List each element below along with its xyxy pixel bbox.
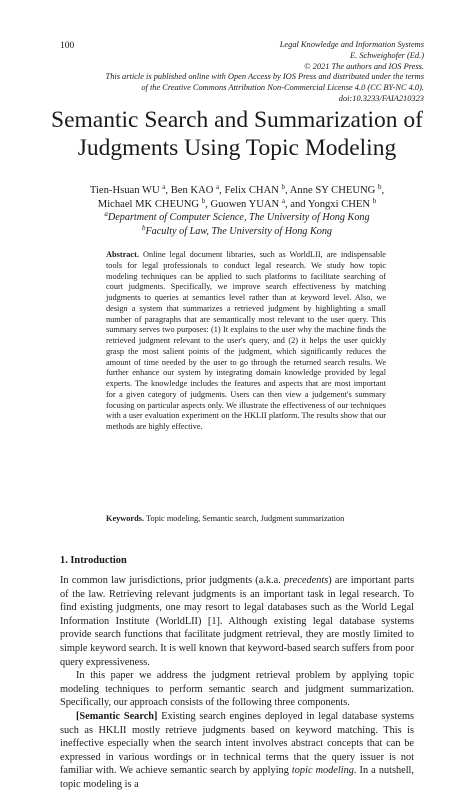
- keywords-text: Topic modeling, Semantic search, Judgment summarization: [145, 514, 345, 523]
- doi-line: doi:10.3233/FAIA210323: [338, 93, 424, 103]
- keywords-label: Keywords.: [106, 514, 145, 523]
- author-name: , Ben KAO: [165, 185, 214, 196]
- title-line-1: Semantic Search and Summarization of: [51, 107, 423, 133]
- license-line-1: This article is published online with Open Access by IOS Press and distributed under the terms: [105, 72, 424, 82]
- author-list: [40, 184, 434, 211]
- copyright-line: © 2021 The authors and IOS Press.: [304, 61, 424, 71]
- text-run: . In a nutshell, topic modeling is a: [60, 765, 414, 790]
- abstract-text: Online legal document libraries, such as WorldLII, are indispensable tools for legal professionals to conduct legal research. We study how topic modeling techniques can be applied to such platforms to facilitate searching of court judgments. Specifically, we improve search effectiveness by matching judgments to queries at semantics level rather than at keyword level. Also, we design a system that summarizes a retrieved judgment by highlighting a small number of paragraphs that are semantically most relevant to the user query. This summary serves two purposes: (1) It explains to the user why the machine finds the retrieved judgment relevant to the user's query, and (2) it helps the user quickly grasp the most salient points of the judgment, which significantly reduces the amount of time needed by the user to go through the returned search results. We further enhance our system by integrating domain knowledge provided by legal experts. The knowledge includes the features and aspects that are most important for a given category of judgments. Users can then view a judgement's summary focusing on particular aspects only. We illustrate the effectiveness of our techniques with a user evaluation experiment on the HKLII platform. The results show that our methods are highly effective.: [106, 250, 386, 431]
- affiliation-text: Department of Computer Science, The University of Hong Kong: [107, 212, 370, 223]
- affiliation-b: [40, 225, 434, 239]
- affiliations: [40, 211, 434, 238]
- license-line-2: of the Creative Commons Attribution Non-Commercial License 4.0 (CC BY-NC 4.0).: [141, 83, 424, 93]
- title-line-2: Judgments Using Topic Modeling: [77, 135, 397, 161]
- paragraph-lead: [Semantic Search]: [76, 710, 158, 722]
- text-run: ) are important parts of the law. Retrieving relevant judgments is an important task in legal research. To find existing judgments, one may resort to legal databases such as the World Legal Information Institute (WorldLII) [1]. Although existing legal database systems provide search functions that facilitate judgment retrieval, they are mostly limited to simple keyword search. It is well known that keyword-based search suffers from poor query expressiveness.: [60, 575, 414, 668]
- author-name: Michael MK CHEUNG: [97, 198, 199, 210]
- affiliation-mark: b: [141, 223, 146, 232]
- page-number: 100: [60, 41, 75, 51]
- emphasis: topic modeling: [291, 765, 354, 777]
- author-name: , Guowen YUAN: [205, 198, 280, 210]
- author-line-2: [40, 198, 434, 212]
- affiliation-mark: b: [372, 196, 377, 205]
- affiliation-a: [40, 211, 434, 225]
- affiliation-mark: a: [216, 183, 220, 191]
- keywords: [106, 514, 386, 525]
- author-name: , Anne SY CHEUNG: [285, 185, 376, 196]
- affiliation-mark: b: [201, 196, 206, 205]
- body-text: [60, 574, 414, 792]
- paragraph: [60, 669, 414, 710]
- author-name: Tien-Hsuan WU: [89, 185, 160, 196]
- author-separator: ,: [381, 185, 385, 196]
- author-name: , Felix CHAN: [219, 185, 279, 196]
- editor-line: E. Schweighofer (Ed.): [350, 50, 424, 60]
- paragraph: [60, 574, 414, 669]
- publication-info: [64, 40, 424, 105]
- section-heading: 1. Introduction: [60, 555, 127, 566]
- affiliation-mark: a: [281, 196, 285, 205]
- text-run: Existing search engines deployed in legal database systems such as HKLII mostly retrieve judgments based on keyword matching. This is ineffective especially when the search intent involves abstract concepts that can be expressed in various wordings or in technical terms that the query issuer is not familiar with. We achieve semantic search by applying: [60, 710, 414, 777]
- affiliation-mark: b: [377, 183, 382, 191]
- text-run: In this paper we address the judgment retrieval problem by applying topic modeling techniques to perform semantic search and judgment summarization. Specifically, our approach consists of the following three components.: [60, 670, 414, 709]
- abstract-label: Abstract.: [106, 250, 139, 259]
- affiliation-text: Faculty of Law, The University of Hong Kong: [145, 225, 333, 237]
- paper-title: [40, 106, 434, 162]
- affiliation-mark: a: [162, 183, 166, 191]
- emphasis: precedents: [284, 575, 329, 586]
- author-name: , and Yongxi CHEN: [284, 198, 371, 210]
- text-run: In common law jurisdictions, prior judgments (a.k.a.: [60, 575, 284, 586]
- paragraph: [60, 710, 414, 792]
- abstract: [106, 250, 386, 433]
- journal-name: Legal Knowledge and Information Systems: [279, 40, 424, 49]
- author-line-1: [40, 184, 434, 198]
- affiliation-mark: b: [281, 183, 286, 191]
- affiliation-mark: a: [104, 210, 108, 218]
